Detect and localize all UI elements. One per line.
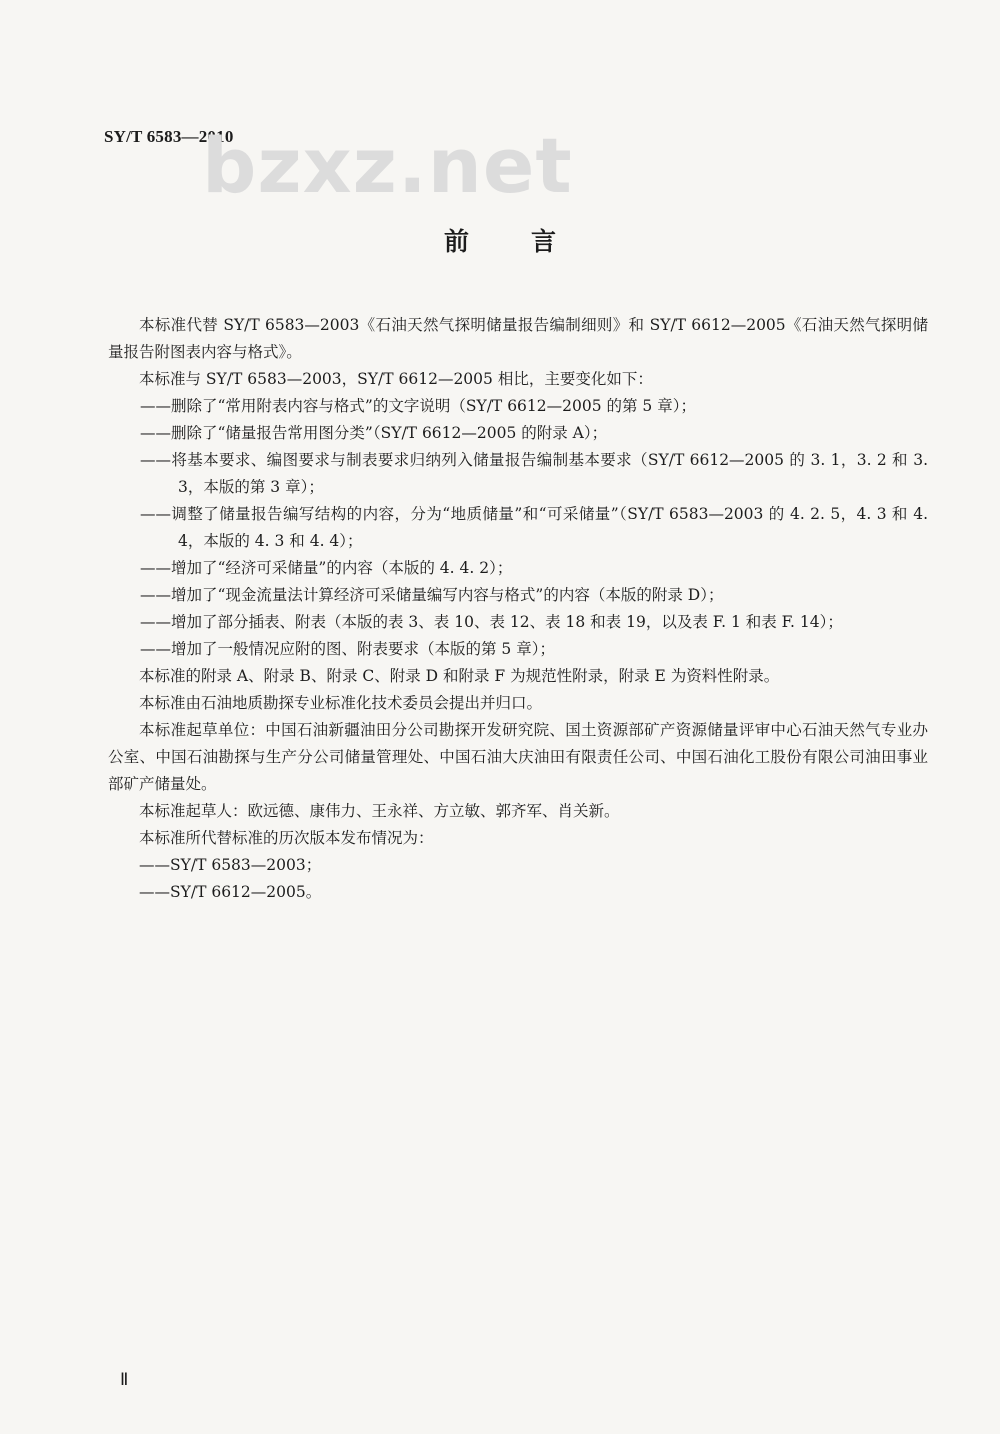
change-item: ——调整了储量报告编写结构的内容，分为“地质储量”和“可采储量”（SY/T 6583—2003 的 4. 2. 5，4. 3 和 4. 4，本版的 4. 3 和 4. 4）； [140,505,928,550]
foreword-body [108,312,928,906]
change-item: ——增加了“经济可采储量”的内容（本版的 4. 4. 2）； [140,559,513,577]
title-char-2: 言 [531,227,557,256]
change-item: ——增加了一般情况应附的图、附表要求（本版的第 5 章）； [140,640,555,658]
paragraph-drafting-units: 本标准起草单位：中国石油新疆油田分公司勘探开发研究院、国土资源部矿产资源储量评审中心石油天然气专业办公室、中国石油勘探与生产分公司储量管理处、中国石油大庆油田有限责任公司、中国石油化工股份有限公司油田事业部矿产储量处。 [108,721,928,793]
paragraph-replaces: 本标准代替 SY/T 6583—2003《石油天然气探明储量报告编制细则》和 SY/T 6612—2005《石油天然气探明储量报告附图表内容与格式》。 [108,316,928,361]
watermark: bzxz.net [202,121,573,210]
paragraph-changes-intro: 本标准与 SY/T 6583—2003，SY/T 6612—2005 相比，主要变化如下： [139,370,653,388]
history-item: ——SY/T 6612—2005。 [139,883,322,901]
change-item: ——删除了“储量报告常用图分类”（SY/T 6612—2005 的附录 A）； [140,424,608,442]
change-item: ——增加了部分插表、附表（本版的表 3、表 10、表 12、表 18 和表 19，以及表 F. 1 和表 F. 14）； [140,613,843,631]
page-number: Ⅱ [120,1370,129,1389]
page-title [0,222,1000,258]
paragraph-history-intro: 本标准所代替标准的历次版本发布情况为： [139,829,434,847]
standard-code: SY/T 6583—2010 [104,127,234,146]
paragraph-drafters: 本标准起草人：欧远德、康伟力、王永祥、方立敏、郭齐军、肖关新。 [139,802,620,820]
change-item: ——删除了“常用附表内容与格式”的文字说明（SY/T 6612—2005 的第 5 章）； [140,397,696,415]
paragraph-appendices: 本标准的附录 A、附录 B、附录 C、附录 D 和附录 F 为规范性附录，附录 E 为资料性附录。 [139,667,780,685]
paragraph-proposer: 本标准由石油地质勘探专业标准化技术委员会提出并归口。 [139,694,543,712]
change-item: ——将基本要求、编图要求与制表要求归纳列入储量报告编制基本要求（SY/T 6612—2005 的 3. 1，3. 2 和 3. 3，本版的第 3 章）； [140,451,928,496]
history-item: ——SY/T 6583—2003； [139,856,322,874]
change-item: ——增加了“现金流量法计算经济可采储量编写内容与格式”的内容（本版的附录 D）； [140,586,724,604]
title-char-1: 前 [443,227,469,256]
